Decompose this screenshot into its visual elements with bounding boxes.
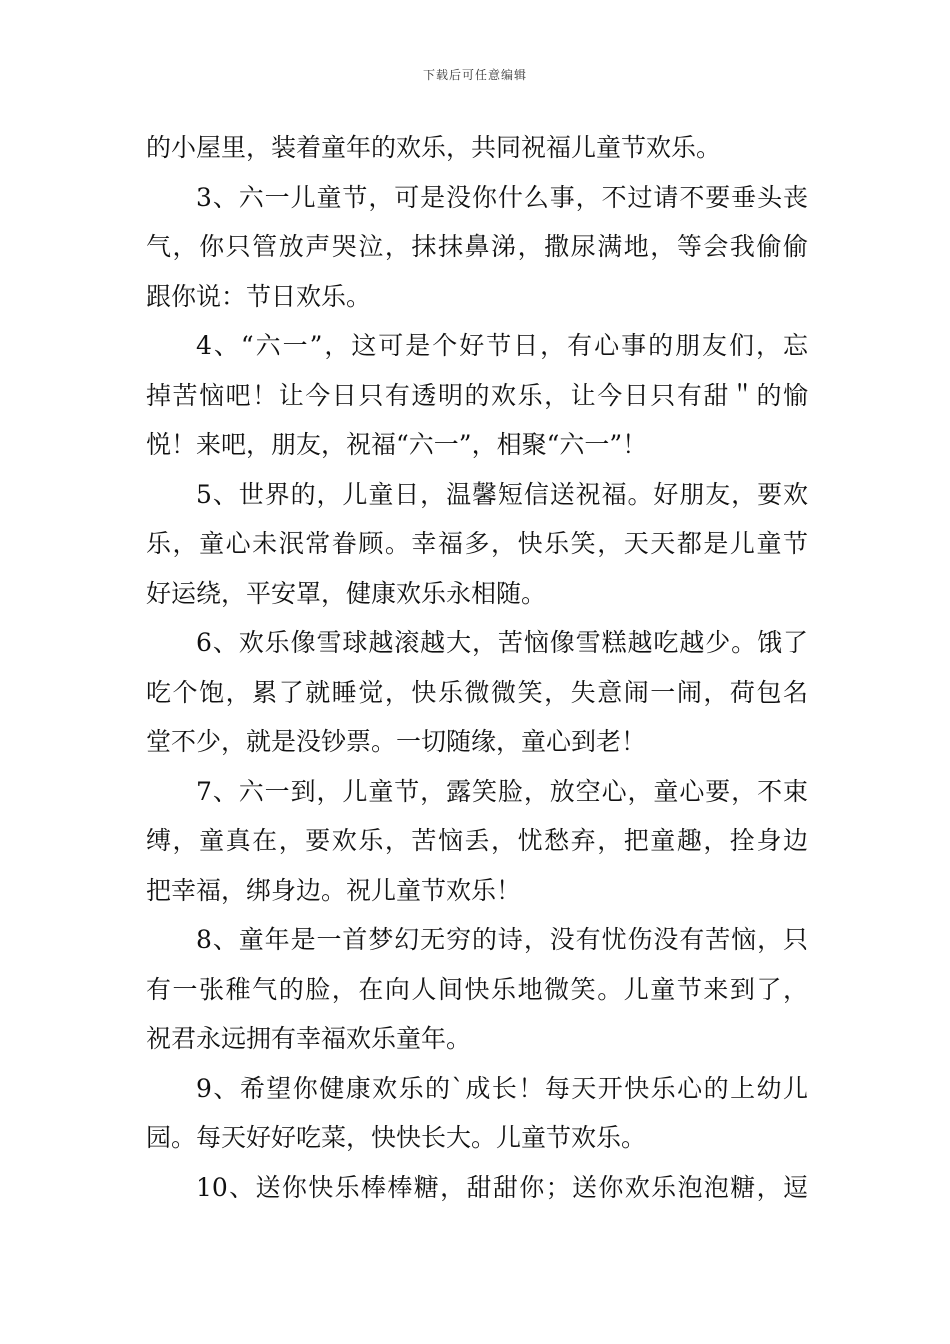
text-line: 跟你说：节日欢乐。 — [146, 281, 372, 311]
document-body — [146, 128, 808, 1217]
text-line: 的小屋里，装着童年的欢乐，共同祝福儿童节欢乐。 — [146, 133, 722, 162]
text-line: 悦！来吧，朋友，祝福“六一”，相聚“六一”！ — [146, 430, 648, 459]
text-line: 祝君永远拥有幸福欢乐童年。 — [146, 1024, 472, 1053]
text-line: 9、希望你健康欢乐的`成长！每天开快乐心的上幼儿 — [196, 1073, 808, 1103]
text-line: 把幸福，绑身边。祝儿童节欢乐！ — [146, 875, 522, 905]
text-line: 乐，童心未泯常眷顾。幸福多，快乐笑，天天都是儿童节 — [146, 529, 808, 558]
text-line: 园。每天好好吃菜，快快长大。儿童节欢乐。 — [146, 1123, 647, 1152]
text-line: 8、童年是一首梦幻无穷的诗，没有忧伤没有苦恼，只 — [196, 925, 808, 954]
text-line: 10、送你快乐棒棒糖，甜甜你；送你欢乐泡泡糖，逗 — [196, 1172, 808, 1202]
page-header: 下载后可任意编辑 — [422, 68, 527, 82]
text-line: 掉苦恼吧！让今日只有透明的欢乐，让今日只有甜＂的愉 — [146, 380, 808, 410]
text-line: 缚，童真在，要欢乐，苦恼丢，忧愁弃，把童趣，拴身边 — [146, 826, 808, 855]
text-line: 3、六一儿童节，可是没你什么事，不过请不要垂头丧 — [196, 182, 808, 212]
text-line: 好运绕，平安罩，健康欢乐永相随。 — [146, 578, 547, 608]
text-line: 7、六一到，儿童节，露笑脸，放空心，童心要，不束 — [196, 776, 808, 806]
text-line: 堂不少，就是没钞票。一切随缘，童心到老！ — [146, 727, 647, 756]
text-line: 4、“六一”，这可是个好节日，有心事的朋友们，忘 — [196, 331, 808, 360]
text-line: 气，你只管放声哭泣，抹抹鼻涕，撒尿满地，等会我偷偷 — [146, 232, 808, 261]
text-line: 6、欢乐像雪球越滚越大，苦恼像雪糕越吃越少。饿了 — [196, 628, 808, 657]
text-line: 5、世界的，儿童日，温馨短信送祝福。好朋友，要欢 — [196, 479, 808, 509]
text-line: 吃个饱，累了就睡觉，快乐微微笑，失意闹一闹，荷包名 — [146, 677, 808, 707]
text-line: 有一张稚气的脸，在向人间快乐地微笑。儿童节来到了， — [146, 974, 808, 1004]
